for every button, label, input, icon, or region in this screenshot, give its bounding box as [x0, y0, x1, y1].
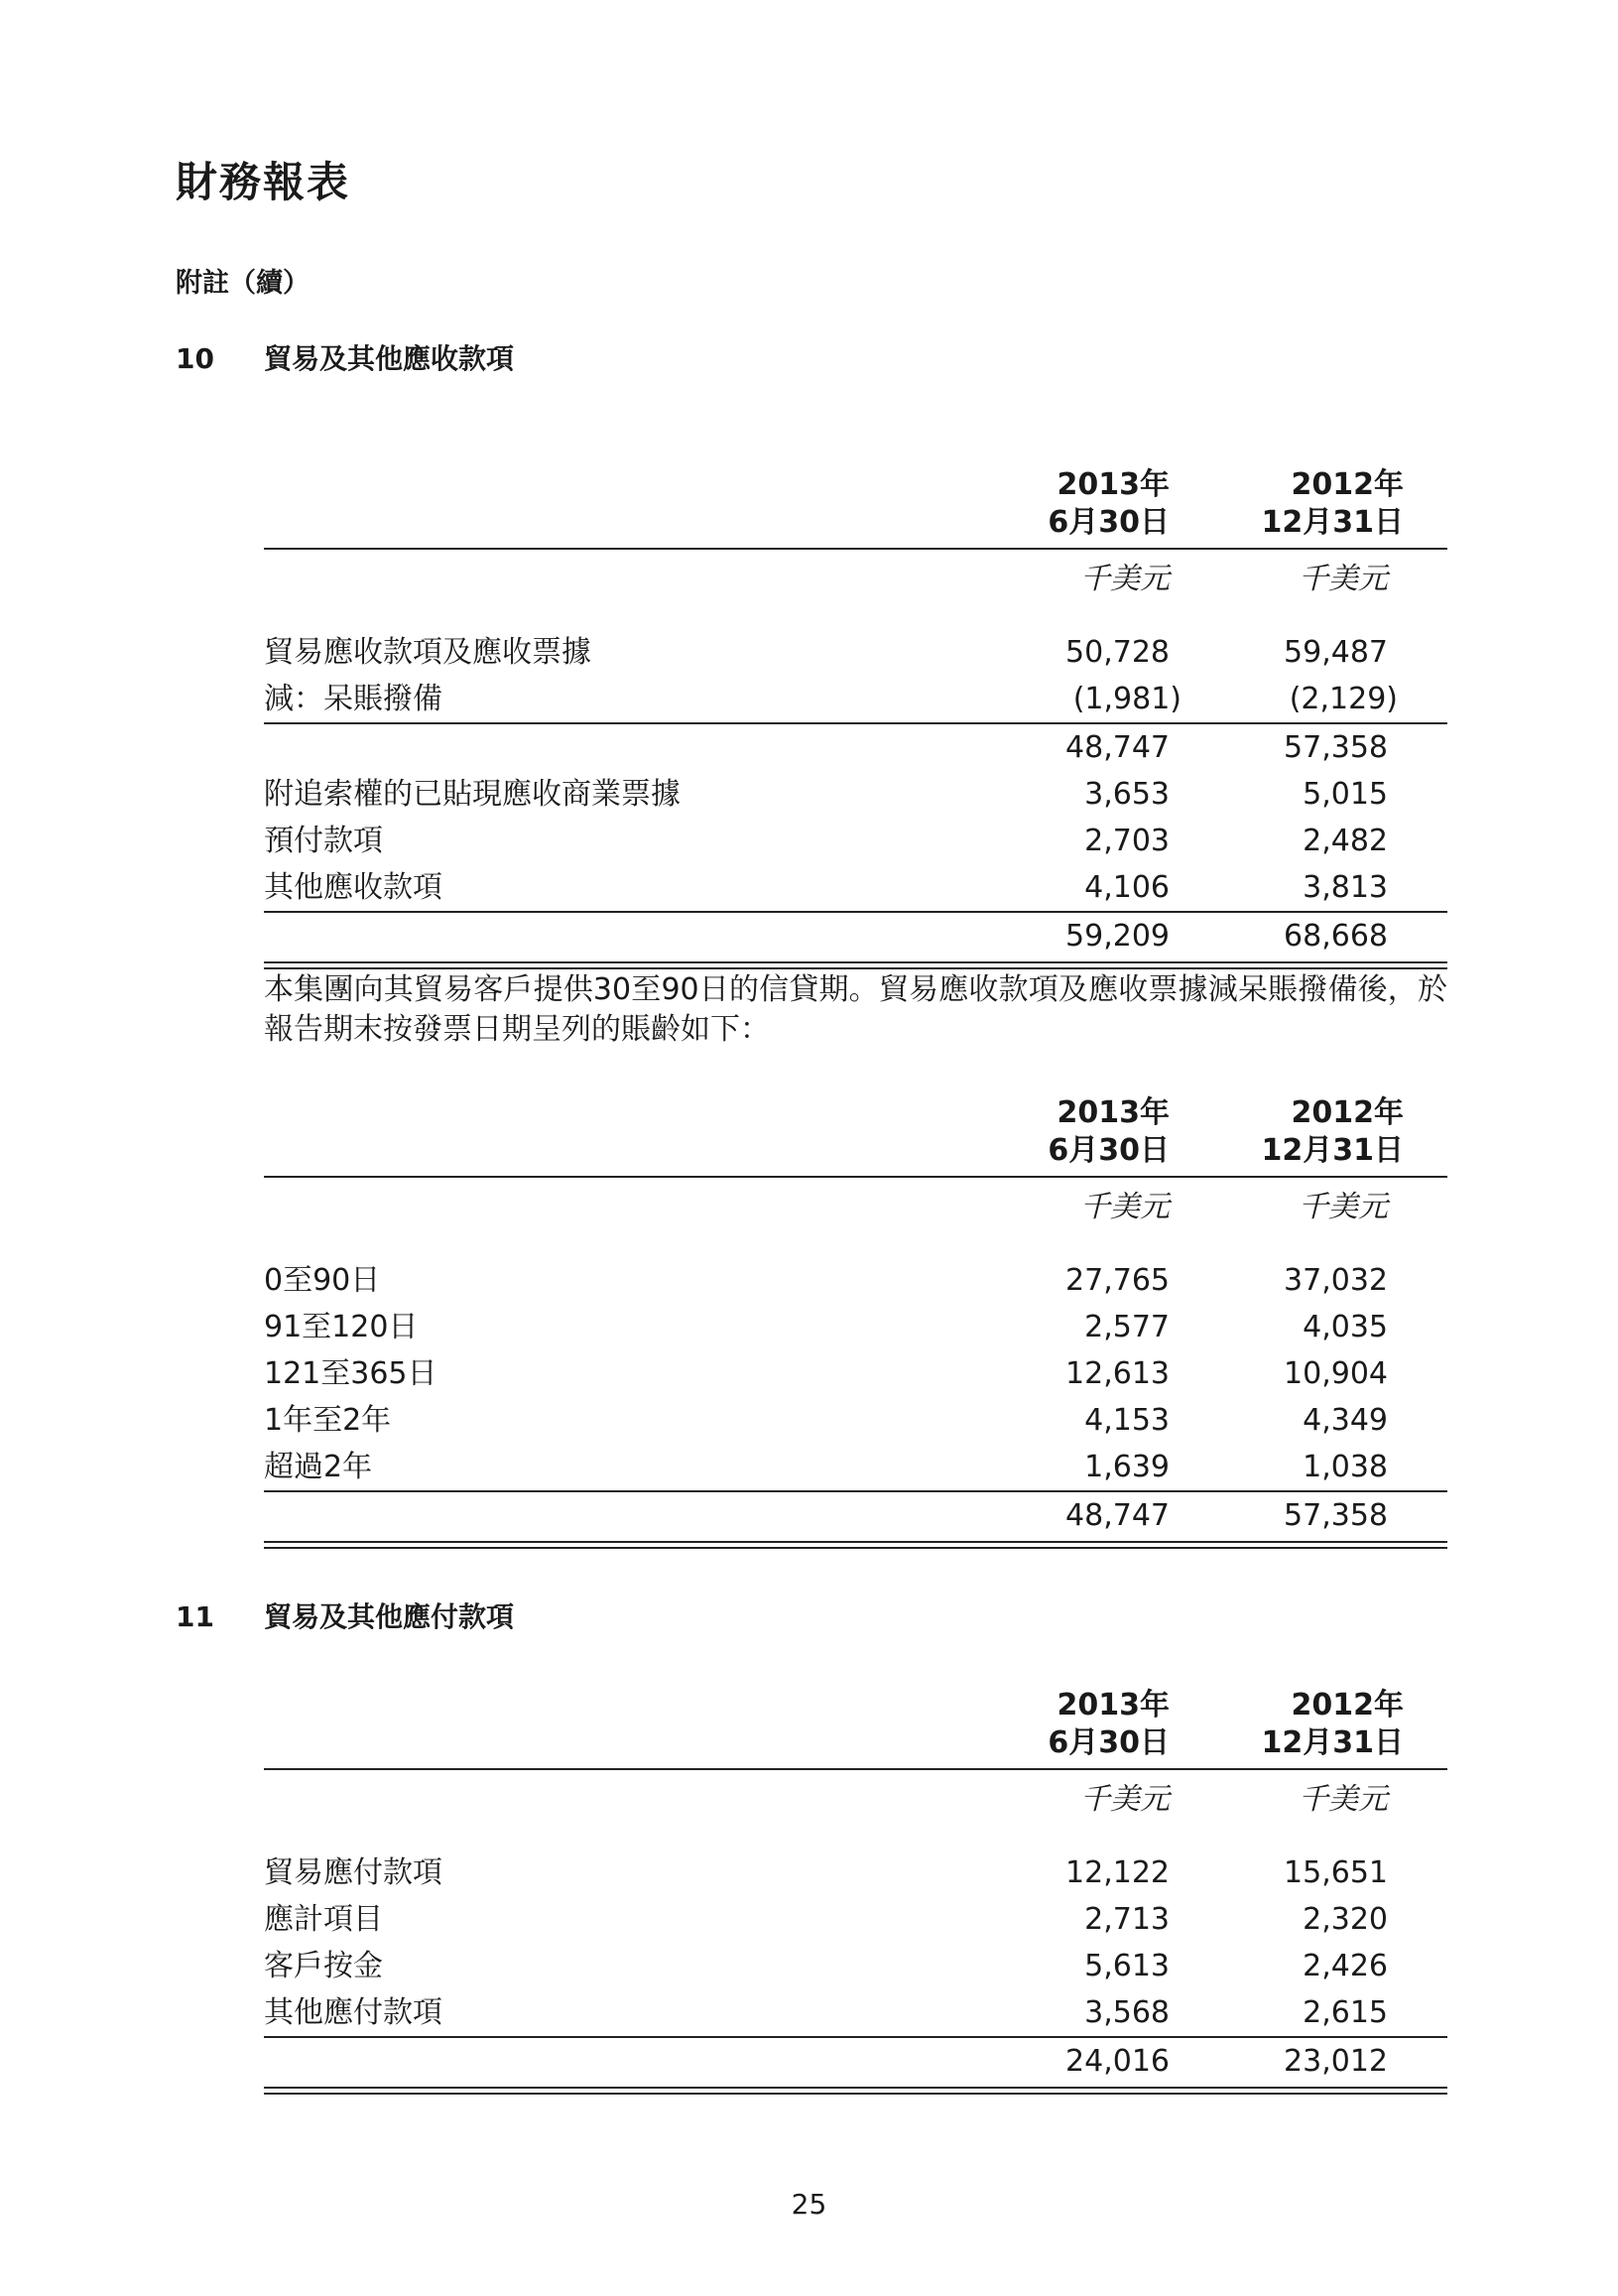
- value-2013: 5,613: [1084, 1949, 1170, 1983]
- value-2013: 12,122: [1065, 1855, 1170, 1890]
- row-label: 減：呆賬撥備: [264, 682, 442, 716]
- section-number: 10: [176, 342, 214, 375]
- value-2012: (2,129): [1289, 682, 1398, 716]
- unit-label: 千美元: [1080, 562, 1170, 596]
- row-label: 超過2年: [264, 1450, 373, 1484]
- row-label: 其他應付款項: [264, 1995, 442, 2030]
- page-title: 財務報表: [176, 158, 351, 206]
- unit-row: [264, 1772, 1447, 1828]
- column-header-2012: 2012年 12月31日: [1261, 1688, 1404, 1760]
- table-row: [264, 1943, 1447, 1989]
- row-label: 其他應收款項: [264, 870, 442, 905]
- value-2013: (1,981): [1072, 682, 1182, 716]
- unit-row: [264, 552, 1447, 607]
- value-2012: 2,320: [1303, 1902, 1388, 1937]
- value-2012: 23,012: [1284, 2044, 1388, 2079]
- row-label: 附追索權的已貼現應收商業票據: [264, 777, 681, 812]
- value-2012: 68,668: [1284, 919, 1388, 954]
- double-rule: [264, 1539, 1447, 1547]
- value-2013: 48,747: [1065, 1498, 1170, 1533]
- value-2013: 50,728: [1065, 635, 1170, 670]
- column-header-2013: 2013年 6月30日: [1048, 1688, 1170, 1760]
- header-rule: [264, 548, 1447, 550]
- subtotal-row: [264, 722, 1447, 771]
- value-2013: 3,568: [1084, 1995, 1170, 2030]
- header-rule: [264, 1176, 1447, 1178]
- page-number: 25: [791, 2188, 827, 2221]
- table-row: [264, 864, 1447, 911]
- table-row: [264, 1397, 1447, 1444]
- notes-continued-heading: 附註（續）: [176, 268, 310, 299]
- section-title: 貿易及其他應付款項: [264, 1600, 515, 1633]
- unit-label: 千美元: [1299, 1782, 1388, 1817]
- row-label: 91至120日: [264, 1310, 419, 1344]
- value-2013: 59,209: [1065, 919, 1170, 954]
- table-header: [264, 1094, 1447, 1176]
- column-header-2012: 2012年 12月31日: [1261, 467, 1404, 540]
- value-2013: 2,713: [1084, 1902, 1170, 1937]
- value-2013: 4,153: [1084, 1403, 1170, 1438]
- header-rule: [264, 1768, 1447, 1770]
- row-label: 貿易應收款項及應收票據: [264, 635, 591, 670]
- value-2013: 3,653: [1084, 777, 1170, 812]
- value-2013: 12,613: [1065, 1356, 1170, 1391]
- value-2013: 48,747: [1065, 730, 1170, 765]
- table-row: [264, 1350, 1447, 1397]
- value-2012: 57,358: [1284, 730, 1388, 765]
- value-2012: 3,813: [1303, 870, 1388, 905]
- row-label: 0至90日: [264, 1263, 381, 1298]
- section-title: 貿易及其他應收款項: [264, 342, 515, 375]
- double-rule: [264, 959, 1447, 967]
- value-2012: 1,038: [1303, 1450, 1388, 1484]
- value-2013: 4,106: [1084, 870, 1170, 905]
- unit-label: 千美元: [1080, 1782, 1170, 1817]
- section-number: 11: [176, 1600, 214, 1633]
- table-header: [264, 466, 1447, 548]
- value-2012: 57,358: [1284, 1498, 1388, 1533]
- value-2013: 2,703: [1084, 824, 1170, 858]
- row-label: 1年至2年: [264, 1403, 392, 1438]
- receivables-table: [264, 466, 1447, 967]
- total-row: [264, 2036, 1447, 2085]
- value-2012: 5,015: [1303, 777, 1388, 812]
- unit-label: 千美元: [1080, 1190, 1170, 1224]
- double-rule: [264, 2085, 1447, 2093]
- table-header: [264, 1687, 1447, 1768]
- value-2012: 2,482: [1303, 824, 1388, 858]
- value-2012: 4,349: [1303, 1403, 1388, 1438]
- value-2013: 1,639: [1084, 1450, 1170, 1484]
- ageing-paragraph: 本集團向其貿易客戶提供30至90日的信貸期。貿易應收款項及應收票據減呆賬撥備後，於報告期末按發票日期呈列的賬齡如下：: [264, 972, 1447, 1047]
- value-2012: 2,426: [1303, 1949, 1388, 1983]
- value-2013: 2,577: [1084, 1310, 1170, 1344]
- total-row: [264, 911, 1447, 959]
- value-2013: 27,765: [1065, 1263, 1170, 1298]
- value-2012: 37,032: [1284, 1263, 1388, 1298]
- value-2012: 10,904: [1284, 1356, 1388, 1391]
- total-row: [264, 1490, 1447, 1539]
- unit-label: 千美元: [1299, 562, 1388, 596]
- table-row: [264, 818, 1447, 864]
- ageing-table: [264, 1094, 1447, 1547]
- row-label: 客戶按金: [264, 1949, 383, 1983]
- table-row: [264, 1444, 1447, 1490]
- table-row: [264, 771, 1447, 818]
- column-header-2013: 2013年 6月30日: [1048, 1095, 1170, 1168]
- value-2012: 4,035: [1303, 1310, 1388, 1344]
- value-2012: 2,615: [1303, 1995, 1388, 2030]
- value-2012: 15,651: [1284, 1855, 1388, 1890]
- value-2012: 59,487: [1284, 635, 1388, 670]
- row-label: 應計項目: [264, 1902, 383, 1937]
- unit-label: 千美元: [1299, 1190, 1388, 1224]
- payables-table: [264, 1687, 1447, 2093]
- table-row: [264, 1850, 1447, 1896]
- column-header-2012: 2012年 12月31日: [1261, 1095, 1404, 1168]
- table-row: [264, 676, 1447, 722]
- row-label: 121至365日: [264, 1356, 437, 1391]
- column-header-2013: 2013年 6月30日: [1048, 467, 1170, 540]
- table-row: [264, 1989, 1447, 2036]
- row-label: 貿易應付款項: [264, 1855, 442, 1890]
- table-row: [264, 629, 1447, 676]
- table-row: [264, 1304, 1447, 1350]
- table-row: [264, 1896, 1447, 1943]
- value-2013: 24,016: [1065, 2044, 1170, 2079]
- table-row: [264, 1257, 1447, 1304]
- unit-row: [264, 1180, 1447, 1235]
- row-label: 預付款項: [264, 824, 383, 858]
